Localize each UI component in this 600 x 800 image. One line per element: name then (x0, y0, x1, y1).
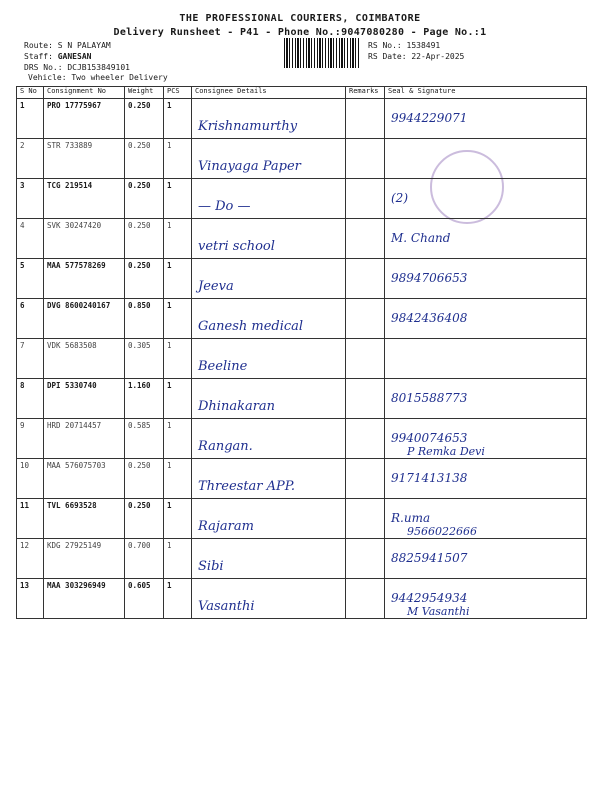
table-row (17, 139, 587, 179)
row-weight: 0.605 (125, 579, 164, 619)
table-row (17, 219, 587, 259)
handwritten-consignee: Vasanthi (198, 599, 255, 614)
rs-date: RS Date: 22-Apr-2025 (368, 52, 465, 61)
row-consignment-no: VDK 5683508 (44, 339, 125, 379)
row-pcs: 1 (164, 139, 192, 179)
handwritten-signature: 9171413138 (391, 471, 468, 485)
handwritten-signature: 9894706653 (391, 271, 468, 285)
row-sno: 10 (17, 459, 44, 499)
row-remarks (346, 539, 385, 579)
row-seal-signature (385, 219, 587, 259)
row-weight: 0.700 (125, 539, 164, 579)
row-sno: 1 (17, 99, 44, 139)
row-sno: 13 (17, 579, 44, 619)
handwritten-consignee: Sibi (198, 559, 224, 574)
handwritten-signature: 9842436408 (391, 311, 468, 325)
row-consignment-no: MAA 577578269 (44, 259, 125, 299)
row-weight: 0.850 (125, 299, 164, 339)
row-pcs: 1 (164, 339, 192, 379)
row-consignee (192, 379, 346, 419)
row-consignee (192, 579, 346, 619)
row-consignment-no: TCG 219514 (44, 179, 125, 219)
row-remarks (346, 259, 385, 299)
row-consignee (192, 339, 346, 379)
row-pcs: 1 (164, 459, 192, 499)
handwritten-consignee: Beeline (198, 359, 248, 374)
row-sno: 11 (17, 499, 44, 539)
vehicle-type: Vehicle: Two wheeler Delivery (28, 73, 168, 82)
table-row (17, 539, 587, 579)
row-seal-signature (385, 539, 587, 579)
table-row (17, 459, 587, 499)
row-remarks (346, 499, 385, 539)
table-row (17, 299, 587, 339)
row-weight: 0.250 (125, 259, 164, 299)
row-remarks (346, 379, 385, 419)
col-remarks: Remarks (346, 87, 385, 99)
table-row (17, 419, 587, 459)
row-pcs: 1 (164, 379, 192, 419)
row-pcs: 1 (164, 299, 192, 339)
row-pcs: 1 (164, 219, 192, 259)
row-consignee (192, 259, 346, 299)
row-pcs: 1 (164, 99, 192, 139)
staff-line (24, 52, 91, 61)
row-seal-signature (385, 499, 587, 539)
row-consignee (192, 499, 346, 539)
row-consignment-no: STR 733889 (44, 139, 125, 179)
staff-value: GANESAN (57, 52, 92, 61)
table-row (17, 179, 587, 219)
row-remarks (346, 299, 385, 339)
handwritten-signature: 9442954934 (391, 591, 468, 605)
handwritten-signature-extra: 9566022666 (407, 525, 477, 538)
rs-number: RS No.: 1538491 (368, 41, 441, 50)
col-consignee: Consignee Details (192, 87, 346, 99)
row-consignee (192, 539, 346, 579)
row-weight: 0.250 (125, 139, 164, 179)
row-consignment-no: KDG 27925149 (44, 539, 125, 579)
row-sno: 2 (17, 139, 44, 179)
row-remarks (346, 339, 385, 379)
col-pcs: PCS (164, 87, 192, 99)
table-row (17, 579, 587, 619)
row-sno: 8 (17, 379, 44, 419)
row-weight: 0.250 (125, 179, 164, 219)
handwritten-signature-extra: M Vasanthi (407, 605, 470, 618)
col-weight: Weight (125, 87, 164, 99)
row-weight: 0.250 (125, 99, 164, 139)
handwritten-consignee: Dhinakaran (198, 399, 276, 414)
handwritten-signature: 9944229071 (391, 111, 468, 125)
handwritten-signature: 8015588773 (391, 391, 468, 405)
staff-label: Staff: (24, 52, 53, 61)
row-weight: 0.250 (125, 219, 164, 259)
row-seal-signature (385, 579, 587, 619)
row-seal-signature (385, 259, 587, 299)
row-consignee (192, 179, 346, 219)
barcode (284, 38, 360, 68)
handwritten-consignee: Ganesh medical (198, 319, 304, 334)
company-title: THE PROFESSIONAL COURIERS, COIMBATORE (179, 13, 421, 24)
row-remarks (346, 219, 385, 259)
table-row (17, 379, 587, 419)
row-sno: 4 (17, 219, 44, 259)
row-pcs: 1 (164, 419, 192, 459)
col-sno: S No (17, 87, 44, 99)
row-remarks (346, 179, 385, 219)
row-sno: 5 (17, 259, 44, 299)
col-seal: Seal & Signature (385, 87, 587, 99)
row-sno: 7 (17, 339, 44, 379)
handwritten-consignee: Jeeva (198, 279, 234, 294)
row-pcs: 1 (164, 179, 192, 219)
handwritten-consignee: Krishnamurthy (198, 119, 298, 134)
handwritten-consignee: Rajaram (198, 519, 254, 534)
handwritten-consignee: — Do — (198, 199, 251, 214)
handwritten-signature: M. Chand (391, 231, 451, 245)
table-row (17, 339, 587, 379)
row-seal-signature (385, 299, 587, 339)
handwritten-signature-extra: P Remka Devi (407, 445, 485, 458)
row-consignee (192, 419, 346, 459)
row-weight: 0.250 (125, 499, 164, 539)
col-consignment: Consignment No (44, 87, 125, 99)
handwritten-consignee: Threestar APP. (198, 479, 296, 494)
handwritten-consignee: Vinayaga Paper (198, 159, 301, 174)
row-consignee (192, 219, 346, 259)
route-label: Route: S N PALAYAM (24, 41, 111, 50)
row-pcs: 1 (164, 499, 192, 539)
handwritten-signature: 9940074653 (391, 431, 468, 445)
row-weight: 0.585 (125, 419, 164, 459)
handwritten-consignee: vetri school (198, 239, 275, 254)
row-seal-signature (385, 339, 587, 379)
row-consignment-no: MAA 576075703 (44, 459, 125, 499)
row-consignment-no: SVK 30247420 (44, 219, 125, 259)
handwritten-signature: 8825941507 (391, 551, 468, 565)
row-sno: 12 (17, 539, 44, 579)
row-consignment-no: HRD 20714457 (44, 419, 125, 459)
drs-number: DRS No.: DCJB153849101 (24, 63, 130, 72)
row-remarks (346, 99, 385, 139)
row-consignment-no: PRO 17775967 (44, 99, 125, 139)
row-weight: 0.305 (125, 339, 164, 379)
row-seal-signature (385, 179, 587, 219)
row-pcs: 1 (164, 259, 192, 299)
handwritten-consignee: Rangan. (198, 439, 253, 454)
runsheet-table (16, 86, 587, 619)
row-remarks (346, 139, 385, 179)
row-consignment-no: DVG 8600240167 (44, 299, 125, 339)
table-header-row (17, 87, 587, 99)
table-row (17, 499, 587, 539)
handwritten-signature: (2) (391, 191, 408, 205)
row-remarks (346, 419, 385, 459)
handwritten-signature: R.uma (391, 511, 431, 525)
row-remarks (346, 459, 385, 499)
row-sno: 6 (17, 299, 44, 339)
row-consignee (192, 139, 346, 179)
row-pcs: 1 (164, 539, 192, 579)
table-row (17, 259, 587, 299)
row-sno: 3 (17, 179, 44, 219)
row-seal-signature (385, 419, 587, 459)
row-consignee (192, 299, 346, 339)
row-consignee (192, 459, 346, 499)
row-weight: 1.160 (125, 379, 164, 419)
row-seal-signature (385, 459, 587, 499)
row-consignee (192, 99, 346, 139)
row-remarks (346, 579, 385, 619)
row-weight: 0.250 (125, 459, 164, 499)
row-sno: 9 (17, 419, 44, 459)
row-consignment-no: DPI 5330740 (44, 379, 125, 419)
row-seal-signature (385, 379, 587, 419)
row-consignment-no: MAA 303296949 (44, 579, 125, 619)
row-consignment-no: TVL 6693528 (44, 499, 125, 539)
table-row (17, 99, 587, 139)
row-pcs: 1 (164, 579, 192, 619)
row-seal-signature (385, 99, 587, 139)
row-seal-signature (385, 139, 587, 179)
runsheet-subtitle: Delivery Runsheet - P41 - Phone No.:9047080280 - Page No.:1 (113, 27, 487, 38)
